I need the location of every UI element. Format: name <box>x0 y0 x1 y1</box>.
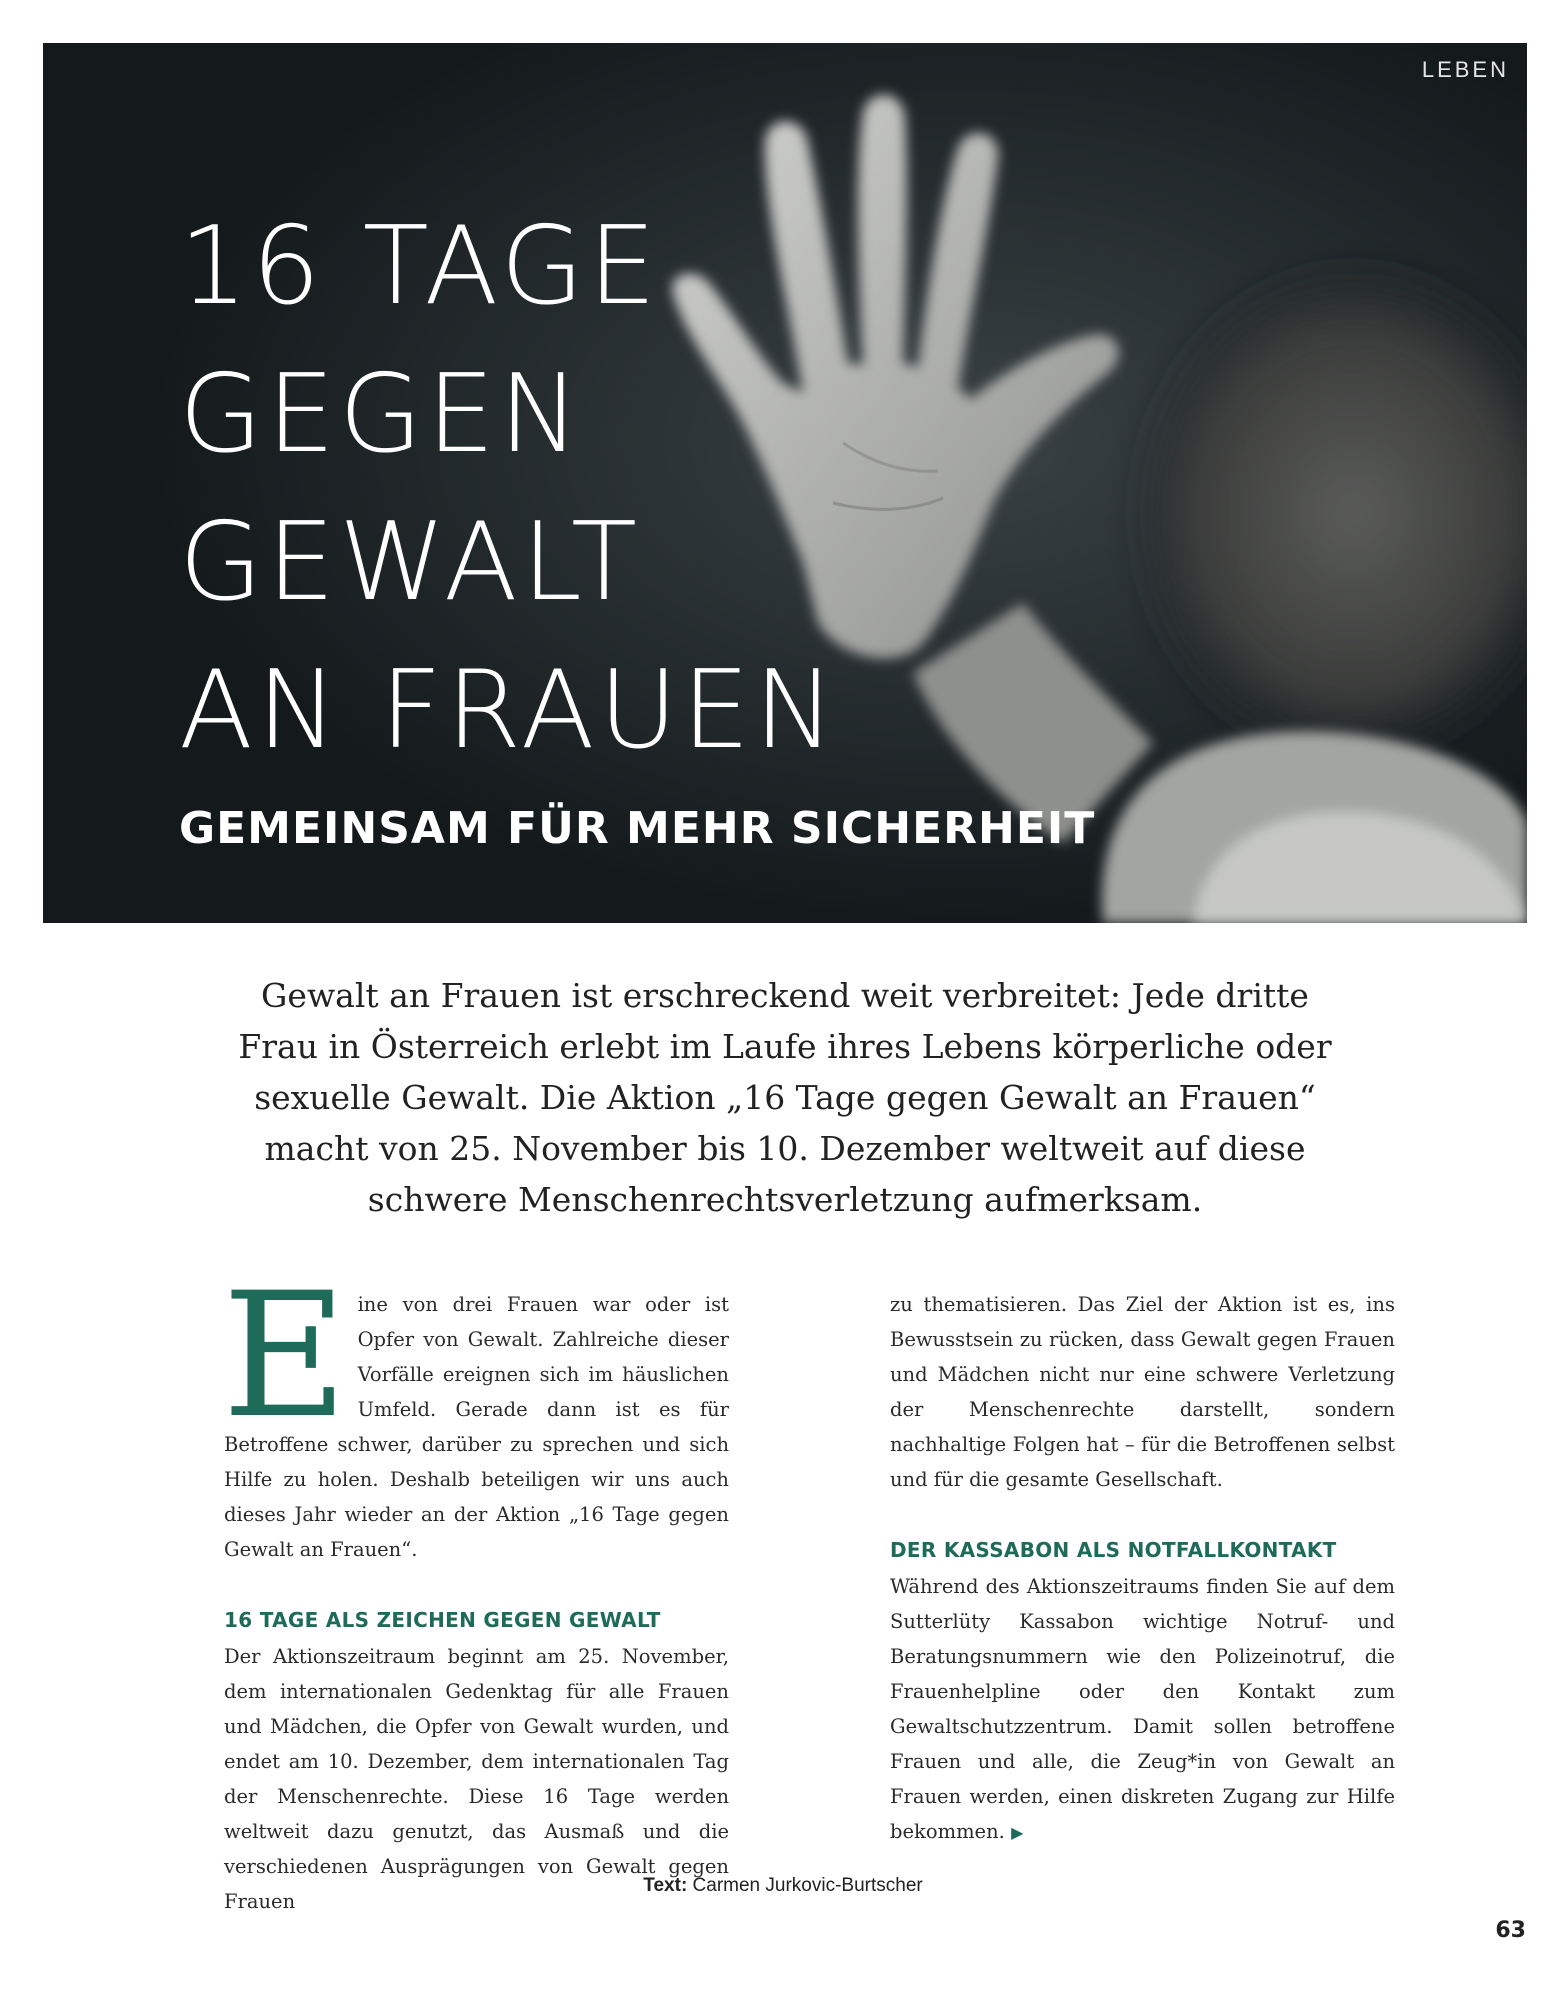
lead-line: sexuelle Gewalt. Die Aktion „16 Tage gegen Gewalt an Frauen“ <box>254 1078 1316 1117</box>
end-arrow-icon: ▶ <box>1011 1823 1024 1842</box>
intro-text: ine von drei Frauen war oder ist Opfer von Gewalt. Zahlreiche dieser Vorfälle ereignen sich im häuslichen Umfeld. Gerade dann ist es für Betroffene schwer, darüber zu sprechen und sich Hilfe zu holen. Deshalb beteiligen wir uns auch dieses Jahr wieder an der Aktion „16 Tage gegen Gewalt an Frauen“. <box>224 1293 729 1561</box>
paragraph-continued: zu thematisieren. Das Ziel der Aktion ist es, ins Bewusstsein zu rücken, dass Gewalt gegen Frauen und Mädchen nicht nur eine schwere Verletzung der Menschenrechte darstellt, sondern nachhaltige Folgen hat – für die Betroffenen selbst und für die gesamte Gesellschaft. <box>890 1293 1395 1491</box>
subheading-16-tage: 16 TAGE ALS ZEICHEN GEGEN GEWALT <box>224 1608 661 1632</box>
lead-paragraph <box>210 970 1360 1225</box>
lead-line: macht von 25. November bis 10. Dezember weltweit auf diese <box>264 1129 1306 1168</box>
page-number: 63 <box>1495 1918 1526 1943</box>
headline-line: AN FRAUEN <box>179 648 839 773</box>
hero-image <box>43 43 1527 923</box>
subtitle: GEMEINSAM FÜR MEHR SICHERHEIT <box>179 803 1096 854</box>
body-column-right <box>890 1287 1395 1850</box>
headline <box>179 193 839 785</box>
subheading-kassabon: DER KASSABON ALS NOTFALLKONTAKT <box>890 1538 1337 1562</box>
dropcap: E <box>222 1255 348 1456</box>
headline-line: GEWALT <box>179 500 641 625</box>
section-tag: LEBEN <box>1421 57 1509 82</box>
paragraph-aktionszeitraum: Der Aktionszeitraum beginnt am 25. November, dem internationalen Gedenktag für alle Frauen und Mädchen, die Opfer von Gewalt wurden, und endet am 10. Dezember, dem internationalen Tag der Menschenrechte. Diese 16 Tage werden weltweit dazu genutzt, das Ausmaß und die verschiedenen Ausprägungen von Gewalt gegen Frauen <box>224 1645 729 1913</box>
headline-line: GEGEN <box>179 352 584 477</box>
lead-line: Gewalt an Frauen ist erschreckend weit verbreitet: Jede dritte <box>261 976 1309 1015</box>
paragraph-kassabon <box>890 1569 1395 1850</box>
kassabon-text: Während des Aktionszeitraums finden Sie auf dem Sutterlüty Kassabon wichtige Notruf- und Beratungsnummern wie den Polizeinotruf, die Frauenhelpline oder den Kontakt zum Gewaltschutzzentrum. Damit sollen betroffene Frauen und alle, die Zeug*in von Gewalt an Frauen werden, einen diskreten Zugang zur Hilfe bekommen. <box>890 1575 1395 1843</box>
intro-paragraph <box>222 1255 729 1567</box>
credit-label: Text: <box>643 1875 688 1896</box>
lead-line: Frau in Österreich erlebt im Laufe ihres Lebens körperliche oder <box>238 1027 1332 1066</box>
author-credit <box>0 1875 1566 1897</box>
lead-line: schwere Menschenrechtsverletzung aufmerksam. <box>367 1180 1203 1219</box>
body-column-left <box>222 1255 729 1919</box>
credit-author: Carmen Jurkovic-Burtscher <box>692 1875 923 1896</box>
headline-line: 16 TAGE <box>179 204 661 329</box>
